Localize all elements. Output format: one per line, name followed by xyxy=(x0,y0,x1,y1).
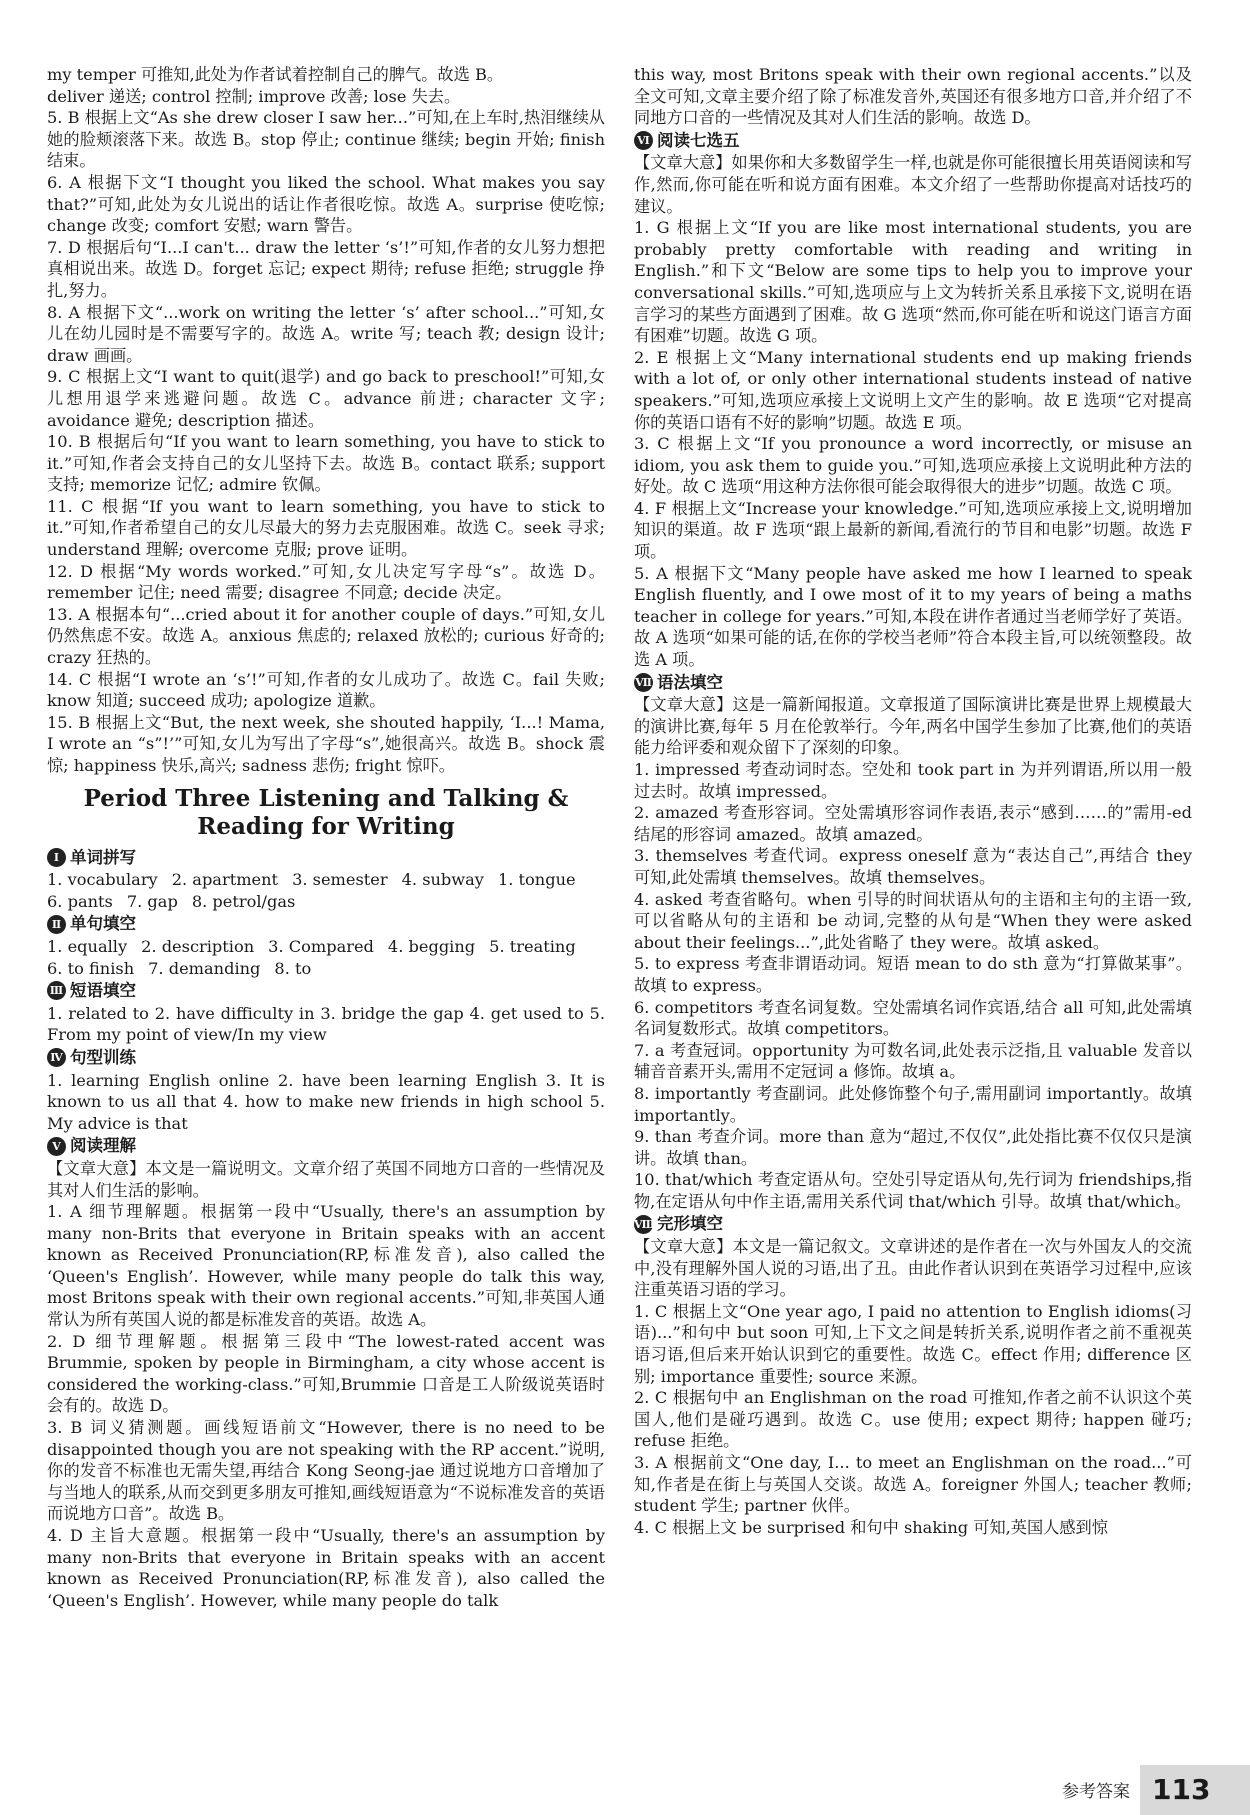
word-answer: 1. vocabulary xyxy=(47,870,158,890)
section-heading xyxy=(47,980,605,1002)
answer-item: 【文章大意】本文是一篇说明文。文章介绍了英国不同地方口音的一些情况及其对人们生活的影响。 xyxy=(47,1158,605,1200)
section-heading xyxy=(634,1213,1192,1235)
answer-item: 【文章大意】如果你和大多数留学生一样,也就是你可能很擅长用英语阅读和写作,然而,你可能在听和说方面有困难。本文介绍了一些帮助你提高对话技巧的建议。 xyxy=(634,153,1192,216)
answer-item: 10. B 根据后句“If you want to learn something, you have to stick to it.”可知,作者会支持自己的女儿坚持下去。故选 B。contact 联系; support 支持; memorize 记忆; admire 钦佩。 xyxy=(47,432,605,495)
answer-item: 4. C 根据上文 be surprised 和句中 shaking 可知,英国人感到惊 xyxy=(634,1517,1108,1537)
answer-item: 【文章大意】这是一篇新闻报道。文章报道了国际演讲比赛是世界上规模最大的演讲比赛,每年 5 月在伦敦举行。今年,两名中国学生参加了比赛,他们的英语能力给评委和观众留下了深刻的印象。 xyxy=(634,695,1192,758)
right-column xyxy=(634,64,1192,1538)
word-answer: 1. equally xyxy=(47,936,128,956)
section-heading xyxy=(634,672,1192,694)
word-answer: 2. description xyxy=(141,936,255,956)
answer-item: 2. D 细节理解题。根据第三段中“The lowest-rated accent was Brummie, spoken by people in Birmingham, a city whose accent is considered the working-class.”可知,Brummie 口音是工人阶级说英语时会有的。故选 D。 xyxy=(47,1331,605,1416)
period-title-line: Reading for Writing xyxy=(197,812,455,840)
word-answer: 2. apartment xyxy=(171,870,279,890)
section-number-badge: Ⅰ xyxy=(47,848,66,867)
answer-item: 1. A 细节理解题。根据第一段中“Usually, there's an assumption by many non-Brits that everyone in Britain speaks with an accent known as Received Pronunciation(RP,标准发音), also called the ‘Queen's English’. However, while many people do talk this way, most Britons speak with their own regional accents.”可知,非英国人通常认为所有英国人说的都是标准发音的英语。故选 A。 xyxy=(47,1202,605,1330)
answer-item: 6. competitors 考查名词复数。空处需填名词作宾语,结合 all 可知,此处需填名词复数形式。故填 competitors。 xyxy=(634,997,1192,1039)
section-number-badge: Ⅳ xyxy=(47,1048,66,1067)
answer-item: 15. B 根据上文“But, the next week, she shouted happily, ‘I...! Mama, I wrote an “s”!’”可知,女儿为写出了字母“s”,她很高兴。故选 B。shock 震惊; happiness 快乐,高兴; sadness 悲伤; fright 惊吓。 xyxy=(47,712,605,775)
answer-item: 11. C 根据“If you want to learn something, you have to stick to it.”可知,作者希望自己的女儿尽最大的努力去克服困难。故选 C。seek 寻求; understand 理解; overcome 克服; prove 证明。 xyxy=(47,496,605,560)
section-title: 单句填空 xyxy=(70,914,136,934)
page-footer xyxy=(990,1765,1250,1815)
section-title: 单词拼写 xyxy=(70,847,136,867)
section-heading xyxy=(47,1135,605,1157)
answer-item: 9. C 根据上文“I want to quit(退学) and go back to preschool!”可知,女儿想用退学来逃避问题。故选 C。advance 前进; character 文字; avoidance 避免; description 描述。 xyxy=(47,367,605,430)
answer-item: 6. A 根据下文“I thought you liked the school. What makes you say that?”可知,此处为女儿说出的话让作者很吃惊。故选 A。surprise 使吃惊; change 改变; comfort 安慰; warn 警告。 xyxy=(47,172,605,236)
section-title: 阅读理解 xyxy=(70,1136,136,1156)
answer-item: 【文章大意】本文是一篇记叙文。文章讲述的是作者在一次与外国友人的交流中,没有理解外国人说的习语,出了丑。由此作者认识到在英语学习过程中,应该注重英语习语的学习。 xyxy=(634,1237,1192,1300)
word-answer: 4. subway xyxy=(401,870,484,890)
answer-item: this way, most Britons speak with their own regional accents.”以及全文可知,文章主要介绍了除了标准发音外,英国还有很多地方口音,并介绍了不同地方口音的一些情况及其对人们生活的影响。故选 D。 xyxy=(634,65,1192,128)
section-title: 语法填空 xyxy=(657,672,723,692)
word-answer: 1. tongue xyxy=(497,870,576,890)
answer-item: 4. asked 考查省略句。when 引导的时间状语从句的主语和主句的主语一致,可以省略从句的主语和 be 动词,完整的从句是“When they were asked about their feelings...”,此处省略了 they were。故填 asked。 xyxy=(634,889,1192,952)
phrase-answers: 1. related to 2. have difficulty in 3. bridge the gap 4. get used to 5. From my point of view/In my view xyxy=(47,1003,605,1045)
period-title xyxy=(47,785,605,841)
word-answer: 7. gap xyxy=(126,891,178,911)
word-answer: 4. begging xyxy=(387,936,476,956)
section-heading xyxy=(47,1047,605,1069)
section-number-badge: Ⅷ xyxy=(634,1215,653,1234)
answer-item: 8. A 根据下文“...work on writing the letter ‘s’ after school...”可知,女儿在幼儿园时是不需要写字的。故选 A。write 写; teach 教; design 设计; draw 画画。 xyxy=(47,302,605,365)
section-title: 阅读七选五 xyxy=(657,130,740,150)
word-answer: 7. demanding xyxy=(148,958,261,978)
period-title-line: Period Three Listening and Talking & xyxy=(83,784,569,812)
answer-item: 2. E 根据上文“Many international students end up making friends with a lot of, or only other international students instead of native speakers.”可知,选项应承接上文说明上文产生的影响。故 E 选项“它对提高你的英语口语有不好的影响”切题。故选 E 项。 xyxy=(634,347,1192,432)
section-heading xyxy=(47,913,605,935)
answer-item: 7. a 考查冠词。opportunity 为可数名词,此处表示泛指,且 valuable 发音以辅音音素开头,需用不定冠词 a 修饰。故填 a。 xyxy=(634,1040,1192,1082)
answer-item: 4. F 根据上文“Increase your knowledge.”可知,选项应承接上文,说明增加知识的渠道。故 F 选项“跟上最新的新闻,看流行的节目和电影”切题。故选 F 项。 xyxy=(634,498,1192,562)
answer-item: 4. D 主旨大意题。根据第一段中“Usually, there's an assumption by many non-Brits that everyone in Britain speaks with an accent known as Received Pronunciation(RP,标准发音), also called the ‘Queen's English’. However, while many people do talk xyxy=(47,1526,605,1610)
section-number-badge: Ⅲ xyxy=(47,981,66,1000)
answer-item: 5. B 根据上文“As she drew closer I saw her...”可知,在上车时,热泪继续从她的脸颊滚落下来。故选 B。stop 停止; continue 继续; begin 开始; finish 结束。 xyxy=(47,108,605,171)
word-list xyxy=(47,869,605,912)
answer-item: 5. A 根据下文“Many people have asked me how I learned to speak English fluently, and I owe most of it to my years of being a maths teacher in college for years.”可知,本段在讲作者通过当老师学好了英语。故 A 选项“如果可能的话,在你的学校当老师”符合本段主旨,可以统领整段。故选 A 项。 xyxy=(634,563,1192,670)
section-heading xyxy=(47,847,605,869)
section-heading xyxy=(634,130,1192,152)
answer-item: 3. A 根据前文“One day, I... to meet an Englishman on the road...”可知,作者是在街上与英国人交谈。故选 A。foreigner 外国人; teacher 教师; student 学生; partner 伙伴。 xyxy=(634,1453,1192,1516)
section-number-badge: Ⅵ xyxy=(634,131,653,150)
answer-item: 5. to express 考查非谓语动词。短语 mean to do sth 意为“打算做某事”。故填 to express。 xyxy=(634,954,1192,995)
word-list xyxy=(47,936,605,979)
answer-item: 14. C 根据“I wrote an ‘s’!”可知,作者的女儿成功了。故选 C。fail 失败; know 知道; succeed 成功; apologize 道歉。 xyxy=(47,669,605,711)
answer-item: 1. impressed 考查动词时态。空处和 took part in 为并列谓语,所以用一般过去时。故填 impressed。 xyxy=(634,760,1192,801)
answer-item: 2. C 根据句中 an Englishman on the road 可推知,作者之前不认识这个英国人,他们是碰巧遇到。故选 C。use 使用; expect 期待; happen 碰巧; refuse 拒绝。 xyxy=(634,1388,1192,1451)
section-number-badge: Ⅴ xyxy=(47,1137,66,1156)
answer-item: 2. amazed 考查形容词。空处需填形容词作表语,表示“感到……的”需用-ed 结尾的形容词 amazed。故填 amazed。 xyxy=(634,803,1192,844)
answer-item: 13. A 根据本句“...cried about it for another couple of days.”可知,女儿仍然焦虑不安。故选 A。anxious 焦虑的; relaxed 放松的; curious 好奇的; crazy 狂热的。 xyxy=(47,604,605,668)
word-answer: 6. pants xyxy=(47,891,113,911)
answer-item: 12. D 根据“My words worked.”可知,女儿决定写字母“s”。故选 D。remember 记住; need 需要; disagree 不同意; decide 决定。 xyxy=(47,561,605,603)
footer-label: 参考答案 xyxy=(1062,1782,1130,1802)
answer-item: 7. D 根据后句“I...I can't... draw the letter ‘s’!”可知,作者的女儿努力想把真相说出来。故选 D。forget 忘记; expect 期待; refuse 拒绝; struggle 挣扎,努力。 xyxy=(47,237,605,300)
word-answer: 8. to xyxy=(274,958,312,978)
section-title: 完形填空 xyxy=(657,1214,723,1234)
word-answer: 5. treating xyxy=(489,936,576,956)
left-column xyxy=(47,64,605,1611)
intro-line: my temper 可推知,此处为作者试着控制自己的脾气。故选 B。 xyxy=(47,65,504,84)
answer-item: 3. C 根据上文“If you pronounce a word incorrectly, or misuse an idiom, you ask them to guide you.”可知,选项应承接上文说明此种方法的好处。故 C 选项“用这种方法你很可能会取得很大的进步”切题。故选 C 项。 xyxy=(634,434,1192,497)
answer-item: 10. that/which 考查定语从句。空处引导定语从句,先行词为 friendships,指物,在定语从句中作主语,需用关系代词 that/which 引导。故填 that/which。 xyxy=(634,1170,1192,1211)
answer-item: 9. than 考查介词。more than 意为“超过,不仅仅”,此处指比赛不仅仅只是演讲。故填 than。 xyxy=(634,1127,1192,1168)
sentence-answers: 1. learning English online 2. have been learning English 3. It is known to us all that 4. how to make new friends in high school 5. My advice is that xyxy=(47,1070,605,1133)
word-answer: 8. petrol/gas xyxy=(191,891,296,911)
answer-item: 1. C 根据上文“One year ago, I paid no attention to English idioms(习语)...”和句中 but soon 可知,上下文之间是转折关系,说明作者之前不重视英语习语,但后来开始认识到它的重要性。故选 C。effect 作用; difference 区别; importance 重要性; source 来源。 xyxy=(634,1301,1192,1386)
section-title: 短语填空 xyxy=(70,981,136,1001)
answer-item: 3. B 词义猜测题。画线短语前文“However, there is no need to be disappointed though you are not speaking with the RP accent.”说明,你的发音不标准也无需失望,再结合 Kong Seong-jae 通过说地方口音增加了与当地人的联系,从而交到更多朋友可推知,画线短语意为“不说标准发音的英语而说地方口音”。故选 B。 xyxy=(47,1418,605,1524)
answer-item: 1. G 根据上文“If you are like most international students, you are probably pretty comfortable with reading and writing in English.”和下文“Below are some tips to help you to improve your conversational skills.”可知,选项应与上文为转折关系且承接下文,说明在语言学习的某些方面遇到了困难。故 G 选项“然而,你可能在听和说这门语言方面有困难”切题。故选 G 项。 xyxy=(634,218,1192,346)
section-number-badge: Ⅶ xyxy=(634,673,653,692)
page-number: 113 xyxy=(1140,1765,1250,1815)
word-answer: 3. semester xyxy=(292,870,388,890)
word-answer: 3. Compared xyxy=(268,936,374,956)
section-title: 句型训练 xyxy=(70,1047,136,1067)
answer-item: 8. importantly 考查副词。此处修饰整个句子,需用副词 importantly。故填 importantly。 xyxy=(634,1083,1192,1125)
answer-item: 3. themselves 考查代词。express oneself 意为“表达自己”,再结合 they 可知,此处需填 themselves。故填 themselves。 xyxy=(634,846,1192,887)
word-answer: 6. to finish xyxy=(47,958,135,978)
intro-line: deliver 递送; control 控制; improve 改善; lose 失去。 xyxy=(47,86,461,106)
section-number-badge: Ⅱ xyxy=(47,915,66,934)
